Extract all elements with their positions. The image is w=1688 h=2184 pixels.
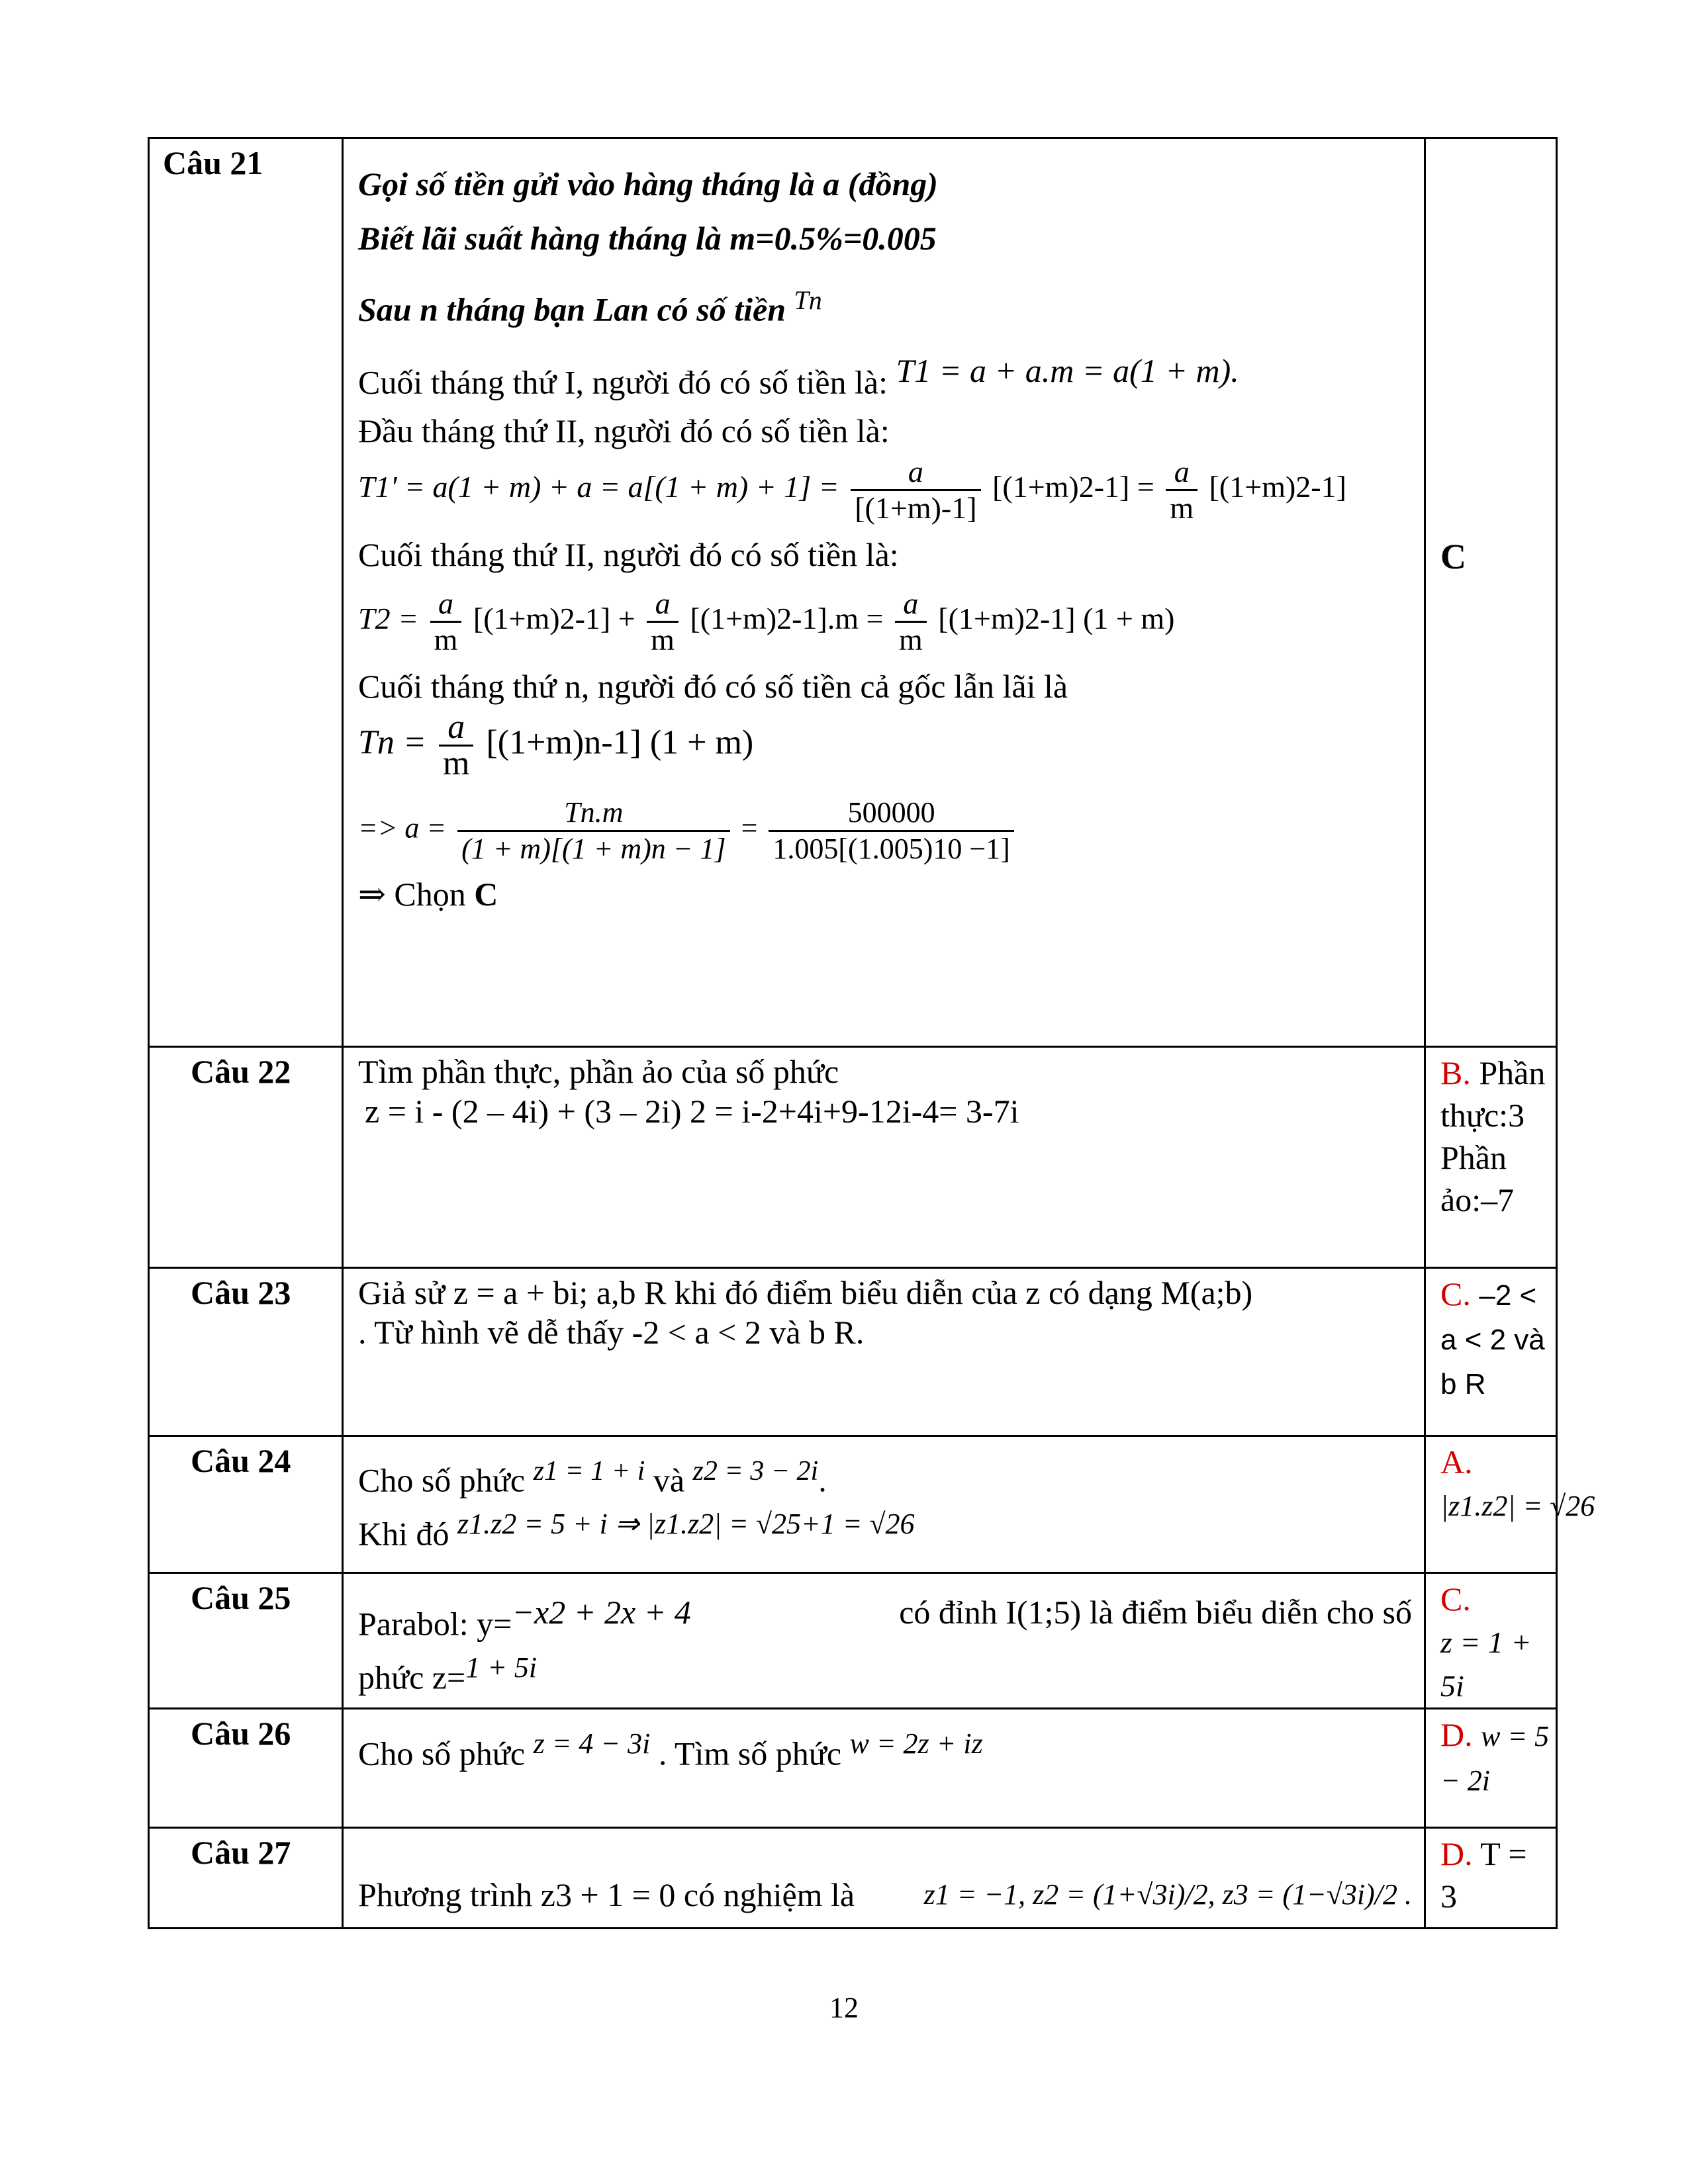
question-label: Câu 21 [163, 144, 263, 181]
math-expression: [(1+m)2-1] = [992, 470, 1154, 504]
solution-cell [343, 1573, 1425, 1709]
fraction-denominator: m [434, 623, 458, 657]
fraction-numerator: a [647, 586, 679, 623]
answer-text: –2 < a < 2 và b R [1440, 1279, 1545, 1400]
fraction-denominator: [(1+m)-1] [855, 491, 977, 525]
fraction-numerator: a [1166, 455, 1197, 491]
answer-text: T = 3 [1440, 1835, 1527, 1915]
question-label: Câu 22 [191, 1053, 291, 1090]
question-label: Câu 25 [191, 1579, 291, 1616]
fraction-numerator: a [895, 586, 927, 623]
fraction [439, 710, 473, 781]
math-expression: T1' = a(1 + m) + a = a[(1 + m) + 1] = [358, 470, 839, 504]
table-row [149, 1268, 1557, 1436]
answer-text: Phần thực:3 Phần ảo:–7 [1440, 1054, 1546, 1218]
fraction-denominator: m [1170, 491, 1194, 525]
fraction [647, 586, 679, 657]
math-expression: z1 = −1, z2 = (1+√3i)/2, z3 = (1−√3i)/2 . [923, 1878, 1412, 1911]
math-expression: [(1+m)2-1] (1 + m) [938, 602, 1175, 636]
answer-cell [1425, 138, 1557, 1047]
text-line: Đầu tháng thứ II, người đó có số tiền là: [358, 412, 890, 450]
math-expression: w = 2z + iz [849, 1727, 983, 1760]
fraction-denominator: m [899, 623, 923, 657]
question-label-cell [149, 138, 343, 1047]
fraction-numerator: a [439, 710, 473, 747]
text-line: . Từ hình vẽ dễ thấy -2 < a < 2 và b R. [358, 1314, 865, 1351]
question-label: Câu 24 [191, 1442, 291, 1479]
chosen-answer: C [474, 876, 498, 913]
text-line: Sau n tháng bạn Lan có số tiền [358, 291, 786, 328]
fraction-denominator: 1.005[(1.005)10 −1] [773, 833, 1010, 866]
text-line: Giả sử z = a + bi; a,b R khi đó điểm biểu diễn của z có dạng M(a;b) [358, 1274, 1253, 1311]
math-expression: Tn = [358, 723, 427, 762]
fraction [1166, 455, 1197, 525]
answer-letter: A. [1440, 1443, 1473, 1480]
math-expression: [(1+m)n-1] (1 + m) [486, 723, 754, 762]
answer-text: |z1.z2| = √26 [1440, 1490, 1595, 1522]
solution-cell [343, 1268, 1425, 1436]
answer-cell [1425, 1268, 1557, 1436]
question-label: Câu 26 [191, 1715, 291, 1752]
math-expression: [(1+m)2-1] [1209, 470, 1346, 504]
question-label-cell [149, 1709, 343, 1828]
answer-cell [1425, 1047, 1557, 1268]
table-row [149, 1709, 1557, 1828]
answer-text: C [1440, 537, 1466, 576]
math-expression: z = 4 − 3i [533, 1727, 651, 1760]
math-expression: z2 = 3 − 2i [692, 1456, 819, 1486]
question-label-cell [149, 1268, 343, 1436]
text-line: Tìm phần thực, phần ảo của số phức [358, 1053, 839, 1090]
answer-cell [1425, 1573, 1557, 1709]
math-expression: z1 = 1 + i [533, 1456, 645, 1486]
answer-cell [1425, 1709, 1557, 1828]
solution-table [148, 137, 1595, 1929]
question-label-cell [149, 1436, 343, 1573]
text-line: Gọi số tiền gửi vào hàng tháng là a (đồng) [358, 165, 938, 203]
solution-cell [343, 1709, 1425, 1828]
answer-letter: C. [1440, 1580, 1471, 1617]
table-row [149, 138, 1557, 1047]
answer-letter: C. [1440, 1275, 1471, 1312]
solution-cell: Cho số phức $^{z1 = 1 + i}$ và $^{z2 = 3 - 2i}$. Khi đó z1.z2 = 5 + i ⇒ |z1.z2| = √25+1 = √26 [343, 1436, 1425, 1573]
text-line: Cho số phức [358, 1735, 526, 1772]
math-expression: z1.z2 = 5 + i ⇒ |z1.z2| = √25+1 = √26 [457, 1507, 915, 1540]
answer-letter: D. [1440, 1835, 1473, 1872]
text-line: và [653, 1461, 685, 1499]
question-label: Câu 23 [191, 1274, 291, 1311]
table-row [149, 1828, 1557, 1929]
math-expression: T1 = a + a.m = a(1 + m). [896, 351, 1239, 389]
text-line: Cuối tháng thứ n, người đó có số tiền cả gốc lẫn lãi là [358, 668, 1068, 705]
text-line: ⇒ Chọn [358, 876, 466, 913]
text-line: Biết lãi suất hàng tháng là m=0.5%=0.005 [358, 220, 937, 257]
fraction [895, 586, 927, 657]
fraction [851, 455, 980, 525]
text-line: phức z= [358, 1659, 466, 1696]
answer-letter: B. [1440, 1054, 1471, 1091]
text-line: . Tìm số phức [658, 1735, 842, 1772]
math-expression: −x2 + 2x + 4 [512, 1594, 691, 1631]
math-expression: [(1+m)2-1] + [473, 602, 635, 636]
fraction [430, 586, 462, 657]
text-line: Khi đó [358, 1515, 449, 1553]
text-line: Phương trình z3 + 1 = 0 có nghiệm là [358, 1876, 855, 1913]
fraction-denominator: m [443, 745, 470, 783]
fraction-numerator: Tn.m [457, 796, 729, 832]
math-expression: Tn [794, 285, 822, 315]
answer-letter: D. [1440, 1716, 1473, 1753]
text-line: Parabol: y= [358, 1605, 512, 1643]
answer-cell [1425, 1828, 1557, 1929]
fraction [457, 796, 729, 866]
question-label-cell [149, 1573, 343, 1709]
question-label-cell [149, 1047, 343, 1268]
fraction-numerator: 500000 [769, 796, 1013, 832]
fraction-numerator: a [851, 455, 980, 491]
table-row [149, 1436, 1557, 1573]
math-expression: => a = [358, 811, 447, 844]
question-label: Câu 27 [191, 1834, 291, 1871]
text-line: Cuối tháng thứ I, người đó có số tiền là: [358, 363, 888, 401]
page-number: 12 [829, 1991, 859, 2024]
math-expression: 1 + 5i [465, 1651, 538, 1684]
fraction-denominator: (1 + m)[(1 + m)n − 1] [461, 833, 726, 866]
math-expression: T2 = [358, 602, 419, 636]
answer-text: z = 1 + 5i [1440, 1625, 1532, 1703]
question-label-cell [149, 1828, 343, 1929]
text-line: có đỉnh I(1;5) là điểm biểu diễn cho số [899, 1594, 1412, 1631]
solution-cell [343, 138, 1425, 1047]
fraction-numerator: a [430, 586, 462, 623]
math-expression: = [741, 811, 758, 844]
table-row [149, 1047, 1557, 1268]
answer-cell [1425, 1436, 1595, 1573]
fraction [769, 796, 1013, 866]
fraction-denominator: m [651, 623, 675, 657]
text-line: Cho số phức [358, 1461, 526, 1499]
text-line: z = i - (2 – 4i) + (3 – 2i) 2 = i-2+4i+9-12i-4= 3-7i [365, 1093, 1019, 1130]
solution-cell [343, 1828, 1425, 1929]
text-line: Cuối tháng thứ II, người đó có số tiền là: [358, 536, 899, 574]
math-expression: [(1+m)2-1].m = [690, 602, 884, 636]
table-row [149, 1573, 1557, 1709]
solution-cell [343, 1047, 1425, 1268]
answer-text: w = 5 − 2i [1440, 1720, 1550, 1797]
